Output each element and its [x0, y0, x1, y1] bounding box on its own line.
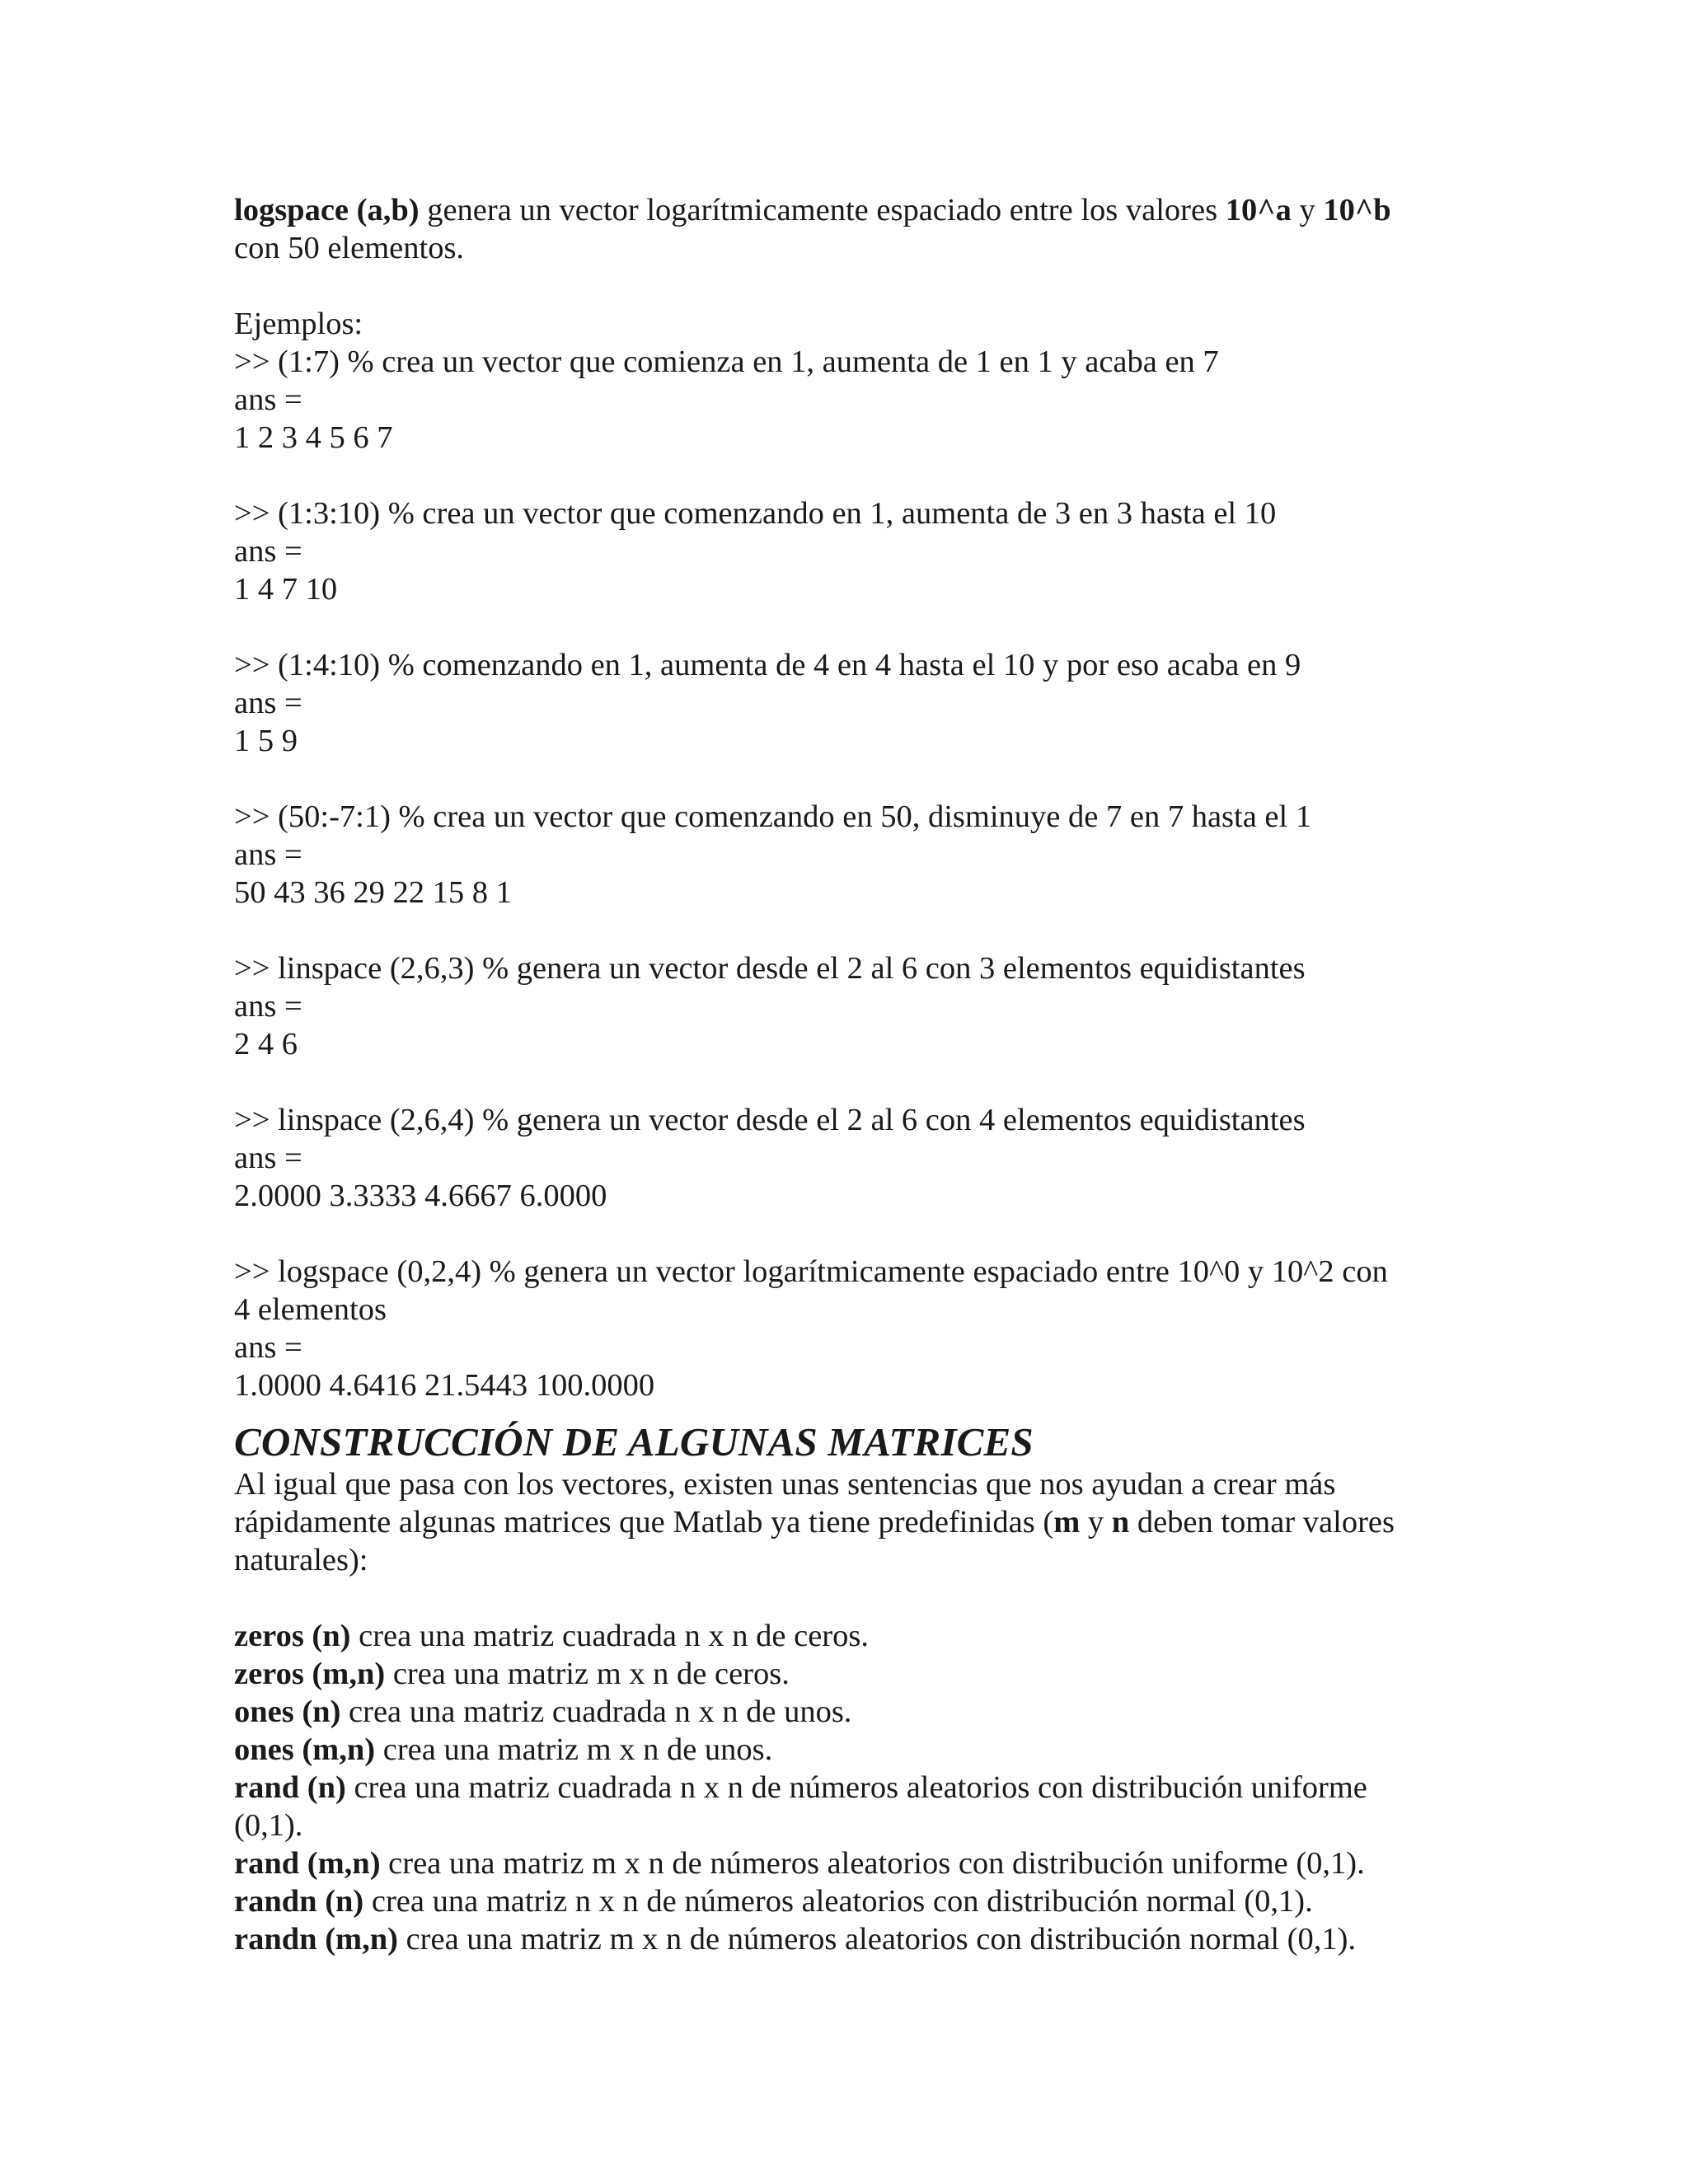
spacer — [234, 1063, 1470, 1101]
variable-n: n — [1111, 1505, 1130, 1540]
example-command: >> (50:-7:1) % crea un vector que comenzando en 50, disminuye de 7 en 7 hasta el 1 — [234, 799, 1312, 834]
function-description: crea una matriz cuadrada n x n de números aleatorios con distribución uniforme — [345, 1770, 1367, 1805]
section-paragraph-line-2 — [234, 1503, 1470, 1541]
function-description: crea una matriz m x n de unos. — [375, 1732, 773, 1767]
logspace-text: genera un vector logarítmicamente espaciado entre los valores — [419, 193, 1226, 227]
function-term: randn (n) — [234, 1884, 364, 1919]
example-ans: ans = — [234, 989, 302, 1024]
example-ans: ans = — [234, 534, 302, 569]
example-command: >> linspace (2,6,4) % genera un vector desde el 2 al 6 con 4 elementos equidistantes — [234, 1103, 1306, 1137]
function-item — [234, 1731, 1470, 1769]
function-term: rand (n) — [234, 1770, 346, 1805]
function-item — [234, 1655, 1470, 1693]
function-description: crea una matriz cuadrada n x n de unos. — [340, 1694, 852, 1729]
spacer — [234, 1215, 1470, 1253]
example-ans: ans = — [234, 686, 302, 720]
logspace-definition-line-1 — [234, 191, 1470, 229]
example-ans: ans = — [234, 382, 302, 417]
spacer — [234, 267, 1470, 305]
function-item — [234, 1920, 1470, 1958]
function-term: zeros (n) — [234, 1619, 351, 1653]
function-term: rand (m,n) — [234, 1846, 381, 1881]
example-result: 2 4 6 — [234, 1027, 298, 1062]
function-item — [234, 1769, 1470, 1807]
example-result: 1.0000 4.6416 21.5443 100.0000 — [234, 1368, 655, 1403]
section-heading: CONSTRUCCIÓN DE ALGUNAS MATRICES — [234, 1419, 1034, 1465]
example-ans: ans = — [234, 1330, 302, 1365]
function-description: crea una matriz m x n de números aleatorios con distribución normal (0,1). — [397, 1922, 1357, 1957]
examples-label: Ejemplos: — [234, 307, 363, 341]
function-description: crea una matriz cuadrada n x n de ceros. — [350, 1619, 869, 1653]
logspace-term: logspace (a,b) — [234, 193, 420, 227]
function-description: crea una matriz m x n de ceros. — [385, 1657, 790, 1691]
conjunction: y — [1080, 1505, 1112, 1540]
example-ans: ans = — [234, 837, 302, 872]
section-paragraph-line-1: Al igual que pasa con los vectores, existen unas sentencias que nos ayudan a crear más — [234, 1467, 1336, 1502]
example-ans: ans = — [234, 1141, 302, 1175]
conjunction: y — [1291, 193, 1324, 227]
example-command: >> (1:3:10) % crea un vector que comenzando en 1, aumenta de 3 en 3 hasta el 10 — [234, 496, 1277, 531]
paragraph-text: deben tomar valores — [1129, 1505, 1395, 1540]
example-command-continued: 4 elementos — [234, 1292, 387, 1327]
example-result: 2.0000 3.3333 4.6667 6.0000 — [234, 1179, 607, 1213]
example-result: 1 2 3 4 5 6 7 — [234, 420, 393, 455]
value-10-b: 10^b — [1323, 193, 1391, 227]
function-item — [234, 1844, 1470, 1882]
spacer — [234, 1579, 1470, 1617]
function-item-continued: (0,1). — [234, 1808, 303, 1843]
example-command: >> (1:7) % crea un vector que comienza en 1, aumenta de 1 en 1 y acaba en 7 — [234, 344, 1219, 379]
function-description: crea una matriz n x n de números aleatorios con distribución normal (0,1). — [363, 1884, 1313, 1919]
example-result: 1 4 7 10 — [234, 572, 338, 607]
spacer — [234, 457, 1470, 494]
section-paragraph-line-3: naturales): — [234, 1543, 368, 1577]
example-command: >> logspace (0,2,4) % genera un vector logarítmicamente espaciado entre 10^0 y 10^2 con — [234, 1254, 1388, 1289]
spacer — [234, 912, 1470, 949]
paragraph-text: rápidamente algunas matrices que Matlab ya tiene predefinidas ( — [234, 1505, 1054, 1540]
example-result: 1 5 9 — [234, 724, 298, 758]
example-command: >> linspace (2,6,3) % genera un vector desde el 2 al 6 con 3 elementos equidistantes — [234, 951, 1306, 986]
variable-m: m — [1053, 1505, 1081, 1540]
function-item — [234, 1617, 1470, 1655]
logspace-definition-line-2: con 50 elementos. — [234, 231, 465, 265]
example-command: >> (1:4:10) % comenzando en 1, aumenta de 4 en 4 hasta el 10 y por eso acaba en 9 — [234, 648, 1301, 682]
page-content — [234, 191, 1470, 1958]
function-item — [234, 1882, 1470, 1920]
function-term: zeros (m,n) — [234, 1657, 386, 1691]
function-term: ones (n) — [234, 1694, 341, 1729]
spacer — [234, 760, 1470, 798]
function-term: randn (m,n) — [234, 1922, 398, 1957]
example-result: 50 43 36 29 22 15 8 1 — [234, 875, 512, 910]
function-term: ones (m,n) — [234, 1732, 376, 1767]
function-item — [234, 1693, 1470, 1731]
spacer — [234, 608, 1470, 646]
value-10-a: 10^a — [1225, 193, 1292, 227]
function-description: crea una matriz m x n de números aleatorios con distribución uniforme (0,1). — [380, 1846, 1365, 1881]
